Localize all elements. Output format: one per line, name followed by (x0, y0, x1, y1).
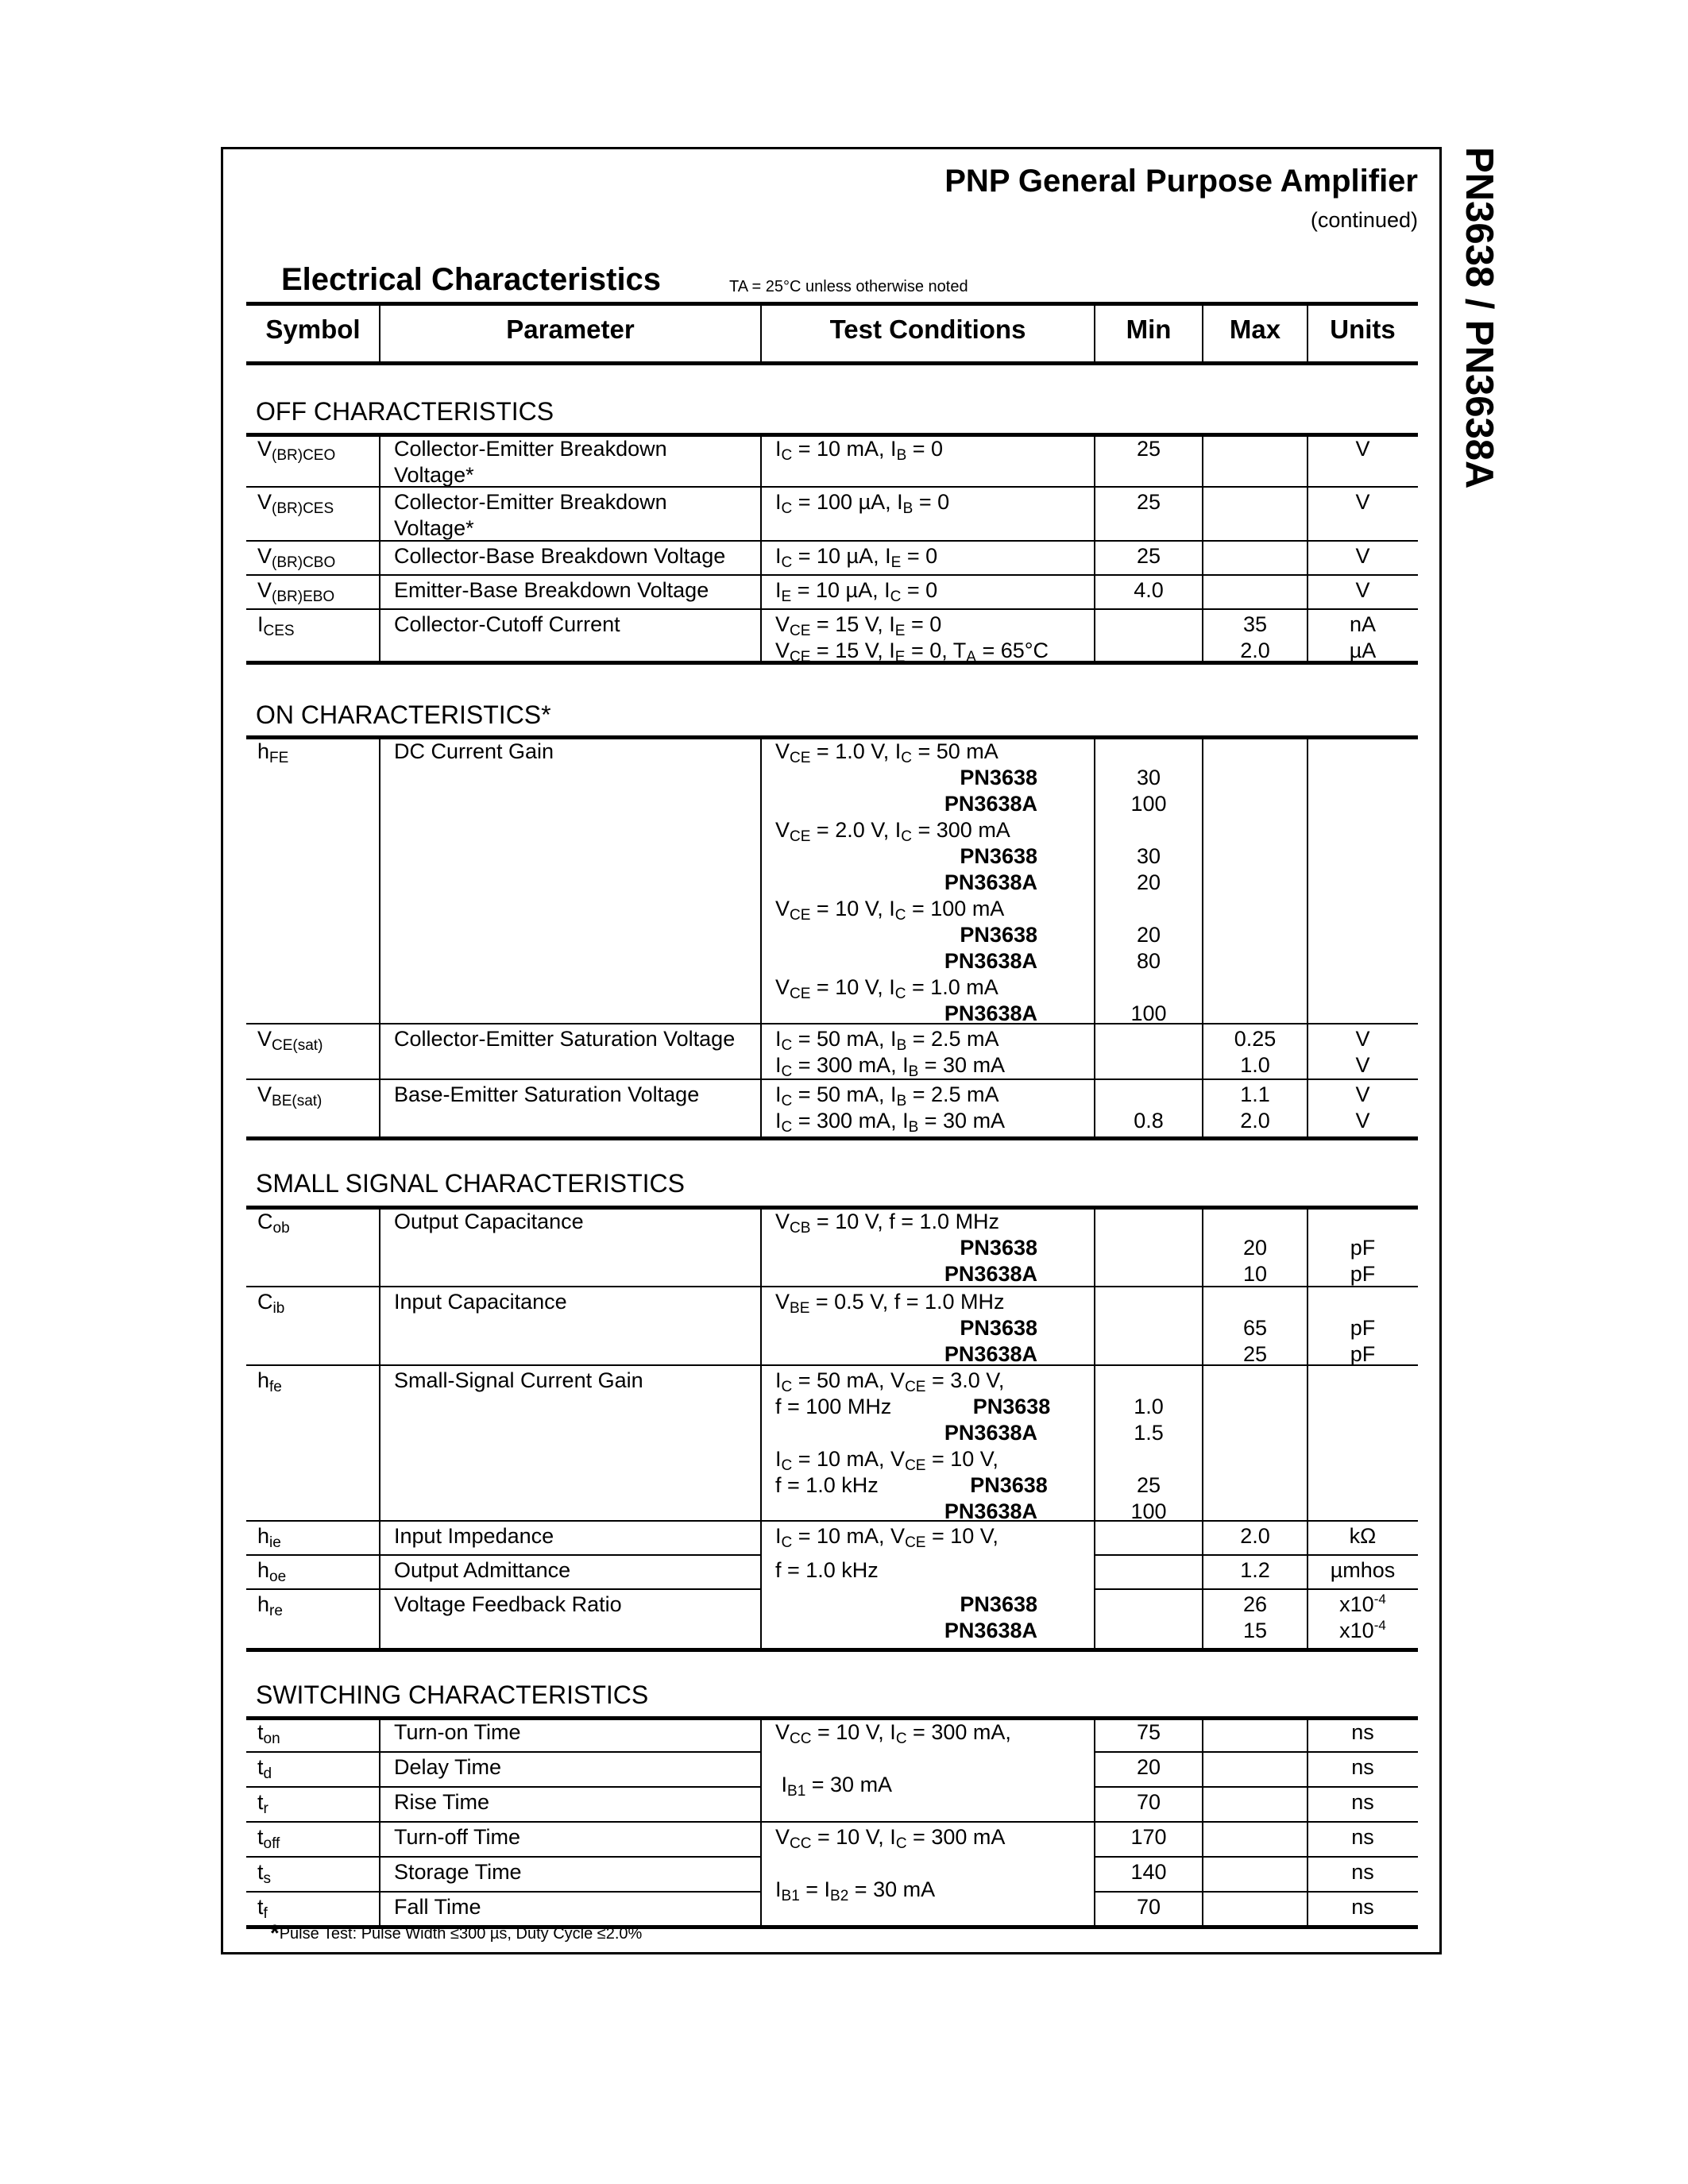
test-conditions: $V_{CB} = 10$ V, f = 1.0 MHz PN3638 PN3638A (775, 1210, 1037, 1286)
max-value: 0.25 1.0 (1234, 1027, 1277, 1077)
header-symbol: Symbol (265, 314, 361, 344)
symbol: $h_{re}$ (257, 1592, 283, 1619)
parameter: Collector-Emitter Breakdown Voltage* (394, 437, 667, 487)
parameter: Delay Time (394, 1755, 502, 1779)
symbol: $t_{on}$ (257, 1720, 280, 1747)
test-conditions: $V_{CC} = 10$ V, $I_C = 300$ mA, $I_{B1} = 30$ mA (775, 1720, 1011, 1800)
min-value: 20 (1136, 1755, 1161, 1779)
header-units: Units (1330, 314, 1396, 344)
parameter: DC Current Gain (394, 739, 554, 763)
max-value: 35 2.0 (1240, 612, 1270, 662)
units: ns (1351, 1895, 1374, 1919)
min-value: 4.0 (1134, 578, 1164, 602)
header-test-conditions: Test Conditions (829, 314, 1026, 344)
table-row (246, 1078, 1418, 1140)
test-conditions: $I_C = 100$ µA, $I_B = 0$ (775, 490, 950, 517)
test-conditions: PN3638 PN3638A (944, 1592, 1037, 1642)
symbol: $I_{CES}$ (257, 612, 295, 639)
parameter: Input Impedance (394, 1524, 554, 1548)
min-value: 25 (1136, 544, 1161, 568)
table-row (246, 1856, 1418, 1891)
on-characteristics-title: ON CHARACTERISTICS* (256, 700, 551, 729)
section-note: TA = 25°C unless otherwise noted (729, 278, 968, 295)
units: ns (1351, 1790, 1374, 1814)
off-characteristics-title: OFF CHARACTERISTICS (256, 397, 554, 426)
test-conditions: f = 1.0 kHz (775, 1558, 879, 1582)
min-value: 75 (1136, 1720, 1161, 1744)
table-row (246, 1821, 1418, 1856)
page-title: PNP General Purpose Amplifier (944, 164, 1418, 199)
table-row (246, 1520, 1418, 1554)
symbol: $V_{(BR)EBO}$ (257, 578, 335, 605)
symbol: $V_{(BR)CBO}$ (257, 544, 336, 571)
test-conditions: $V_{CC} = 10$ V, $I_C = 300$ mA $I_{B1} = I_{B2} = 30$ mA (775, 1825, 1006, 1904)
parameter: Input Capacitance (394, 1290, 567, 1314)
test-conditions: $I_C = 50$ mA, $V_{CE} = 3.0$ V, f = 100 MHz PN3638 PN3638A $I_C = 10$ mA, $V_{CE} = 10$ V, f = 1.0 kHz PN3638 PN3638A (775, 1368, 1051, 1523)
units: V V (1355, 1027, 1370, 1077)
parameter: Emitter-Base Breakdown Voltage (394, 578, 709, 602)
table-row (246, 1286, 1418, 1364)
table-row (246, 1206, 1418, 1286)
parameter: Collector-Cutoff Current (394, 612, 620, 636)
parameter: Output Admittance (394, 1558, 571, 1582)
units: V (1355, 544, 1370, 568)
test-conditions: $I_E = 10$ µA, $I_C = 0$ (775, 578, 938, 605)
parameter: Collector-Emitter Saturation Voltage (394, 1027, 736, 1051)
units: V (1355, 490, 1370, 514)
small-signal-table (246, 1206, 1418, 1652)
test-conditions: $V_{CE} = 15$ V, $I_E = 0$ $V_{CE} = 15$ V, $I_E = 0$, $T_A = 65^\circ C$ (775, 612, 1049, 666)
table-row (246, 486, 1418, 540)
table-row (246, 433, 1418, 486)
symbol: $C_{ib}$ (257, 1290, 285, 1317)
parameter: Storage Time (394, 1860, 522, 1884)
table-row (246, 1588, 1418, 1652)
page-subtitle: (continued) (1310, 208, 1418, 232)
table-row (246, 1023, 1418, 1078)
table-header (246, 302, 1418, 365)
table-row (246, 1554, 1418, 1588)
units: $x10^{-4}$ $x10^{-4}$ (1339, 1592, 1386, 1642)
units: pF pF (1350, 1316, 1376, 1366)
symbol: $h_{FE}$ (257, 739, 289, 766)
test-conditions: $I_C = 10$ mA, $V_{CE} = 10$ V, (775, 1524, 999, 1551)
parameter: Rise Time (394, 1790, 490, 1814)
min-value: 30 100 30 20 20 80 100 (1130, 766, 1167, 1025)
max-value: 20 10 (1242, 1236, 1268, 1286)
test-conditions: $I_C = 50$ mA, $I_B = 2.5$ mA $I_C = 300$ mA, $I_B = 30$ mA (775, 1027, 1006, 1080)
units: nA µA (1349, 612, 1377, 662)
table-row (246, 735, 1418, 1023)
min-value: 70 (1136, 1895, 1161, 1919)
table-row (246, 1786, 1418, 1821)
min-value: 70 (1136, 1790, 1161, 1814)
test-conditions: $I_C = 50$ mA, $I_B = 2.5$ mA $I_C = 300$ mA, $I_B = 30$ mA (775, 1082, 1006, 1136)
parameter: Output Capacitance (394, 1210, 584, 1233)
header-min: Min (1126, 314, 1172, 344)
symbol: $t_f$ (257, 1895, 268, 1922)
units: µmhos (1330, 1558, 1396, 1582)
parameter: Turn-off Time (394, 1825, 521, 1849)
symbol: $V_{CE(sat)}$ (257, 1027, 323, 1054)
symbol: $t_r$ (257, 1790, 268, 1817)
small-signal-title: SMALL SIGNAL CHARACTERISTICS (256, 1169, 685, 1198)
test-conditions: $I_C = 10$ µA, $I_E = 0$ (775, 544, 938, 571)
max-value: 1.2 (1240, 1558, 1270, 1582)
side-title: PN3638 / PN3638A (1458, 147, 1501, 489)
header-parameter: Parameter (506, 314, 635, 344)
max-value: 65 25 (1242, 1316, 1268, 1366)
units: ns (1351, 1825, 1374, 1849)
on-table (246, 735, 1418, 1140)
table-row (246, 608, 1418, 665)
min-value: 1.0 1.5 25 100 (1130, 1395, 1167, 1523)
symbol: $h_{fe}$ (257, 1368, 282, 1395)
table-row (246, 1364, 1418, 1523)
units: ns (1351, 1755, 1374, 1779)
test-conditions: $V_{BE} = 0.5$ V, f = 1.0 MHz PN3638 PN3638A (775, 1290, 1037, 1366)
switching-table (246, 1716, 1418, 1929)
table-row (246, 1751, 1418, 1786)
max-value: 2.0 (1240, 1524, 1270, 1548)
symbol: $V_{(BR)CEO}$ (257, 437, 336, 464)
switching-title: SWITCHING CHARACTERISTICS (256, 1680, 649, 1709)
max-value: 1.1 2.0 (1240, 1082, 1270, 1133)
off-table (246, 433, 1418, 665)
units: V (1355, 578, 1370, 602)
parameter: Collector-Base Breakdown Voltage (394, 544, 726, 568)
parameter: Collector-Emitter Breakdown Voltage* (394, 490, 667, 540)
symbol: $V_{(BR)CES}$ (257, 490, 334, 517)
header-max: Max (1229, 314, 1281, 344)
table-row (246, 1716, 1418, 1751)
min-value: 170 (1130, 1825, 1167, 1849)
symbol: $t_s$ (257, 1860, 272, 1887)
test-conditions: $I_C = 10$ mA, $I_B = 0$ (775, 437, 944, 464)
min-value: 25 (1136, 490, 1161, 514)
units: V (1355, 437, 1370, 461)
table-row (246, 574, 1418, 608)
parameter: Small-Signal Current Gain (394, 1368, 643, 1392)
max-value: 26 15 (1242, 1592, 1268, 1642)
units: ns (1351, 1860, 1374, 1884)
parameter: Fall Time (394, 1895, 481, 1919)
symbol: $h_{ie}$ (257, 1524, 281, 1551)
min-value: 0.8 (1134, 1109, 1164, 1133)
test-conditions: $V_{CE} = 1.0$ V, $I_C = 50$ mA PN3638 PN3638A $V_{CE} = 2.0$ V, $I_C = 300$ mA PN3638 PN3638A $V_{CE} = 10$ V, $I_C = 100$ mA PN3638 PN3638A $V_{CE} = 10$ V, $I_C = 1.0$ mA PN3638A (775, 739, 1037, 1025)
units: ns (1351, 1720, 1374, 1744)
symbol: $t_{off}$ (257, 1825, 280, 1852)
section-title: Electrical Characteristics (281, 262, 662, 297)
units: pF pF (1350, 1236, 1376, 1286)
parameter: Base-Emitter Saturation Voltage (394, 1082, 700, 1106)
parameter: Voltage Feedback Ratio (394, 1592, 622, 1616)
footnote: *Pulse Test: Pulse Width ≤300 µs, Duty Cycle ≤2.0% (270, 1920, 643, 1947)
symbol: $h_{oe}$ (257, 1558, 287, 1585)
symbol: $C_{ob}$ (257, 1210, 290, 1237)
min-value: 25 (1136, 437, 1161, 461)
min-value: 140 (1130, 1860, 1167, 1884)
table-row (246, 540, 1418, 574)
units: kΩ (1349, 1524, 1377, 1548)
units: V V (1355, 1082, 1370, 1133)
symbol: $t_d$ (257, 1755, 272, 1782)
parameter: Turn-on Time (394, 1720, 521, 1744)
symbol: $V_{BE(sat)}$ (257, 1082, 323, 1109)
